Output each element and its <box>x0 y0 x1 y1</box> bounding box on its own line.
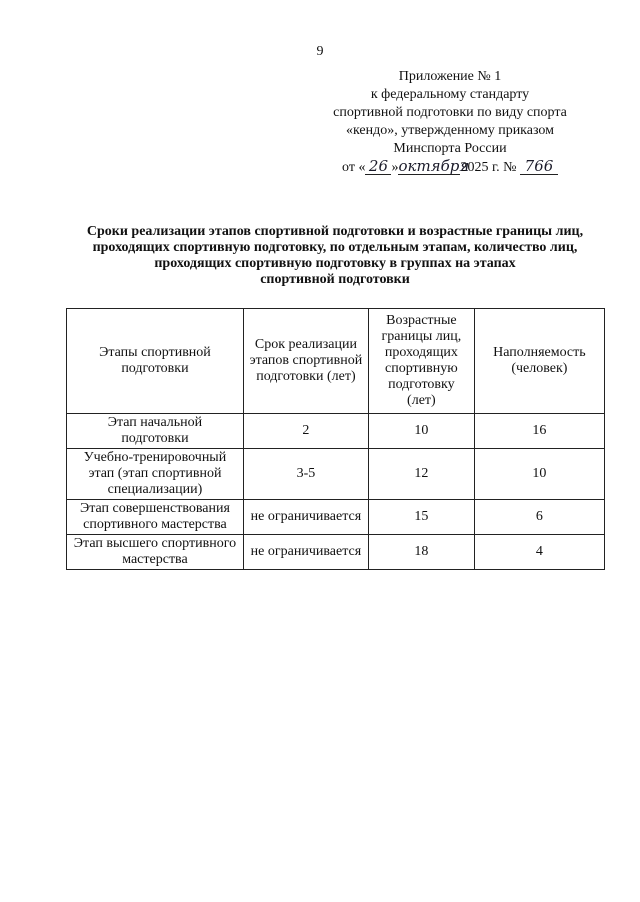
capacity-cell: 10 <box>474 449 604 500</box>
title-line: проходящих спортивную подготовку в группах на этапах <box>154 256 516 271</box>
date-year: 2025 г. № <box>460 160 517 175</box>
date-prefix: от « <box>342 160 366 175</box>
handwritten-order-number: 766 <box>520 158 558 175</box>
appendix-sport: «кендо», утвержденному приказом <box>345 123 555 138</box>
header-capacity: Наполняемость (человек) <box>474 309 604 414</box>
capacity-cell: 6 <box>474 500 604 535</box>
title-line: Сроки реализации этапов спортивной подготовки и возрастные границы лиц, <box>86 224 584 239</box>
table-header-row <box>67 309 605 414</box>
duration-cell: не ограничивается <box>243 535 368 570</box>
capacity-cell: 16 <box>474 414 604 449</box>
capacity-cell: 4 <box>474 535 604 570</box>
header-age-limits: Возрастные границы лиц, проходящих спортивную подготовку (лет) <box>368 309 474 414</box>
duration-cell: 3-5 <box>243 449 368 500</box>
title-line: проходящих спортивную подготовку, по отдельным этапам, количество лиц, <box>92 240 578 255</box>
date-mid: » <box>391 160 399 175</box>
appendix-title: Приложение № 1 <box>398 69 502 84</box>
duration-cell: не ограничивается <box>243 500 368 535</box>
table-row <box>67 500 605 535</box>
order-date-line <box>330 158 570 177</box>
document-title <box>60 224 610 288</box>
age-cell: 10 <box>368 414 474 449</box>
handwritten-month: октября <box>398 157 470 175</box>
age-cell: 18 <box>368 535 474 570</box>
handwritten-day: 26 <box>365 158 391 175</box>
stage-cell: Учебно-тренировочный этап (этап спортивной специализации) <box>67 449 244 500</box>
age-cell: 15 <box>368 500 474 535</box>
table-row <box>67 414 605 449</box>
page-number: 9 <box>316 44 324 59</box>
table-row <box>67 535 605 570</box>
appendix-ministry: Минспорта России <box>393 141 507 156</box>
appendix-subtitle: к федеральному стандарту <box>370 87 530 102</box>
stage-cell: Этап высшего спортивного мастерства <box>67 535 244 570</box>
stage-cell: Этап совершенствования спортивного мастерства <box>67 500 244 535</box>
stages-table <box>66 308 605 570</box>
appendix-header <box>330 68 570 177</box>
table-row <box>67 449 605 500</box>
stage-cell: Этап начальной подготовки <box>67 414 244 449</box>
appendix-standard: спортивной подготовки по виду спорта <box>333 105 567 120</box>
duration-cell: 2 <box>243 414 368 449</box>
header-stages: Этапы спортивной подготовки <box>67 309 244 414</box>
age-cell: 12 <box>368 449 474 500</box>
title-line: спортивной подготовки <box>260 272 410 287</box>
header-duration: Срок реализации этапов спортивной подготовки (лет) <box>243 309 368 414</box>
